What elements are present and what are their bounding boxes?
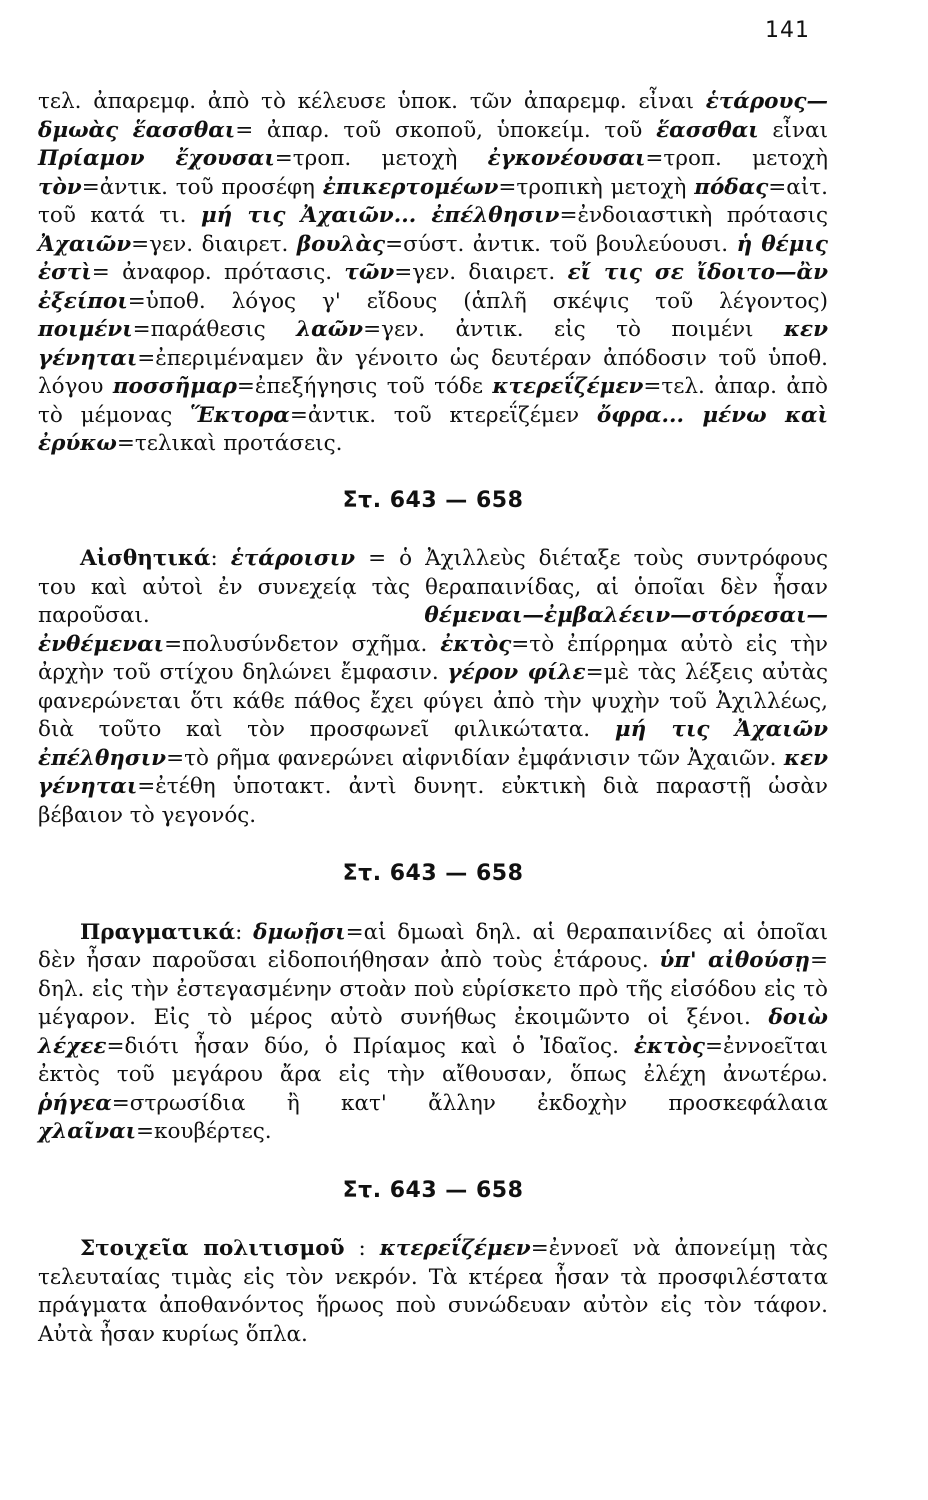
section-label: Πραγματικά [80, 919, 236, 945]
section-heading: Στ. 643 — 658 [342, 861, 524, 886]
keyword-term: ἐκτὸς [633, 1033, 705, 1059]
keyword-term: ἡ θέμις ἐστὶ [38, 231, 828, 285]
commentary-text: =γεν. διαιρετ. [131, 231, 297, 257]
commentary-text: =τὸ ρῆμα φανερώνει αἰφνιδίαν ἐμφάνισιν τῶν Ἀχαιῶν. [166, 745, 784, 771]
keyword-term: κτερεΐζέμεν [379, 1236, 531, 1261]
commentary-text: =παράθεσις [132, 317, 297, 342]
commentary-text: =αἰτ. τοῦ κατά τι. [38, 174, 828, 228]
commentary-text: =αἱ δμωαὶ δηλ. αἱ θεραπαινίδες αἱ ὁποῖαι δὲν ἦσαν παροῦσαι εἰδοποιήθησαν ἀπὸ τοὺς ἑτάρους. [38, 919, 829, 973]
label-separator: : [344, 1236, 380, 1261]
section-label: Αἰσθητικά [80, 546, 211, 571]
section-paragraph [38, 1235, 828, 1349]
intro-paragraph [38, 88, 828, 459]
keyword-term: Ἕκτορα [190, 402, 290, 428]
commentary-text: =γεν. διαιρετ. [394, 260, 568, 285]
commentary-text: =ἐννοεῖ νὰ ἀπονείμῃ τὰς τελευταίας τιμὰς εἰς τὸν νεκρόν. Τὰ κτέρεα ἦσαν τὰ προσφιλέστατα πράγματα ἀποθανόντος ἥρωος ποὺ συνώδευαν αὐτὸν εἰς τὸν τάφον. Αὐτὰ ἦσαν κυρίως ὅπλα. [38, 1236, 829, 1347]
keyword-term: ἑτάροισιν [230, 546, 356, 571]
commentary-text: =τροπ. μετοχὴ [645, 146, 828, 171]
keyword-term: ὑπ' αἰθούσῃ [659, 948, 810, 973]
commentary-text: =τὸ ἐπίρρημα αὐτὸ εἰς τὴν ἀρχὴν τοῦ στίχου δηλώνει ἔμφασιν. [38, 631, 828, 685]
commentary-text: =τελικαὶ προτάσεις. [116, 431, 343, 456]
commentary-text: =ἐπεξήγησις τοῦ τόδε [236, 374, 493, 399]
keyword-term: χλαῖναι [38, 1119, 137, 1144]
keyword-term: ὄφρα... μένω καὶ ἐρύκω [38, 402, 829, 456]
page-number: 141 [765, 18, 810, 43]
commentary-text: =τελ. ἀπαρ. ἀπὸ τὸ μέμονας [38, 374, 828, 428]
label-separator: : [235, 919, 254, 945]
keyword-term: δοιὼ λέχεε [38, 1005, 828, 1059]
commentary-text: = ἀναφορ. πρότασις. [91, 260, 345, 285]
commentary-text: =ἐπεριμέναμεν ἂν γένοιτο ὡς δευτέραν ἀπόδοσιν τοῦ ὑποθ. λόγου [38, 345, 828, 399]
commentary-text: =σύστ. ἀντικ. τοῦ βουλεύουσι. [385, 231, 737, 257]
commentary-text: =κουβέρτες. [136, 1119, 272, 1144]
keyword-term: πόδας [694, 174, 769, 200]
keyword-term: ἑτάρους—δμωὰς ἕασσθαι [38, 89, 828, 143]
section-heading: Στ. 643 — 658 [342, 487, 524, 513]
commentary-text: εἶναι [758, 117, 829, 143]
keyword-term: θέμεναι—ἐμβαλέειν—στόρεσαι—ἐνθέμεναι [38, 603, 828, 657]
keyword-term: εἴ τις σε ἴδοιτο—ἂν ἐξείποι [38, 260, 828, 314]
keyword-term: ἕασσθαι [656, 117, 759, 143]
commentary-text: =ἀντικ. τοῦ κτερεΐζέμεν [289, 402, 597, 428]
keyword-term: ἐκτὸς [440, 631, 512, 657]
keyword-term: ἐγκονέουσαι [487, 146, 646, 171]
section-heading: Στ. 643 — 658 [342, 1177, 524, 1203]
commentary-text: =ἀντικ. τοῦ προσέφη [81, 174, 323, 200]
keyword-term: μή τις Ἀχαιῶν ἐπέλθησιν [38, 717, 828, 771]
keyword-term: δμωῇσι [253, 919, 346, 945]
commentary-text: =διότι ἦσαν δύο, ὁ Πρίαμος καὶ ὁ Ἰδαῖος. [106, 1033, 634, 1059]
commentary-text: =στρωσίδια ἢ κατ' ἄλλην ἐκδοχὴν προσκεφάλαια [111, 1090, 828, 1116]
commentary-text: =ἐτέθη ὑποτακτ. ἀντὶ δυνητ. εὐκτικὴ διὰ παραστῇ ὡσὰν βέβαιον τὸ γεγονός. [38, 774, 828, 828]
keyword-term: βουλὰς [296, 231, 386, 257]
commentary-text: =ἐνδοιαστικὴ πρότασις [559, 203, 828, 228]
section-paragraph [38, 545, 828, 830]
commentary-text: =ὑποθ. λόγος γ' εἴδους (ἁπλῆ σκέψις τοῦ λέγοντος) [127, 288, 828, 314]
commentary-text: = ὁ Ἀχιλλεὺς διέταξε τοὺς συντρόφους του καὶ αὐτοὶ ἐν συνεχείᾳ τὰς θεραπαινίδας, αἱ ὁποῖαι δὲν ἦσαν παροῦσαι. [38, 546, 829, 628]
commentary-text: =μὲ τὰς λέξεις αὐτὰς φανερώνεται ὅτι κάθε πάθος ἔχει φύγει ἀπὸ τὴν ψυχὴν τοῦ Ἀχιλλέως, διὰ τοῦτο καὶ τὸν προσφωνεῖ φιλικώτατα. [38, 660, 829, 742]
keyword-term: ῥήγεα [38, 1090, 112, 1116]
keyword-term: τῶν [344, 260, 395, 285]
commentary-text: τελ. ἀπαρεμφ. ἀπὸ τὸ κέλευσε ὑποκ. τῶν ἀπαρεμφ. εἶναι [38, 89, 706, 114]
keyword-term: κεν γένηται [38, 745, 828, 799]
keyword-term: κτερεΐζέμεν [492, 374, 644, 399]
section-aisthitika [38, 487, 828, 831]
commentary-text: =τροπικὴ μετοχὴ [498, 174, 695, 200]
page-body [38, 88, 828, 1349]
keyword-term: λαῶν [296, 317, 364, 342]
commentary-text: =πολυσύνδετον σχῆμα. [164, 631, 441, 657]
section-label: Στοιχεῖα πολιτισμοῦ [80, 1236, 345, 1261]
commentary-text: =τροπ. μετοχὴ [274, 146, 488, 171]
commentary-text: =γεν. ἀντικ. εἰς τὸ ποιμένι [363, 317, 784, 342]
commentary-text: =ἐννοεῖται ἐκτὸς τοῦ μεγάρου ἄρα εἰς τὴν αἴθουσαν, ὅπως ἐλέχη ἀνωτέρω. [38, 1033, 828, 1087]
keyword-term: μή τις Ἀχαιῶν... ἐπέλθησιν [200, 203, 560, 228]
commentary-text: = δηλ. εἰς τὴν ἐστεγασμένην στοὰν ποὺ εὑρίσκετο πρὸ τῆς εἰσόδου εἰς τὸ μέγαρον. Εἰς τὸ μέρος αὐτὸ συνήθως ἐκοιμῶντο οἱ ξένοι. [38, 948, 828, 1030]
keyword-term: κεν γένηται [38, 317, 829, 371]
keyword-term: Πρίαμον ἔχουσαι [38, 146, 275, 171]
keyword-term: τὸν [38, 174, 82, 200]
keyword-term: Ἀχαιῶν [38, 231, 132, 257]
keyword-term: ποιμένι [38, 317, 133, 342]
keyword-term: ποσσῆμαρ [112, 374, 237, 399]
section-stoixeia-politismou [38, 1177, 828, 1350]
commentary-text: = ἀπαρ. τοῦ σκοποῦ, ὑποκείμ. τοῦ [235, 117, 657, 143]
keyword-term: γέρον φίλε [447, 660, 586, 685]
section-pragmatika [38, 860, 828, 1147]
label-separator: : [210, 546, 231, 571]
section-paragraph [38, 919, 828, 1147]
keyword-term: ἐπικερτομέων [322, 174, 499, 200]
